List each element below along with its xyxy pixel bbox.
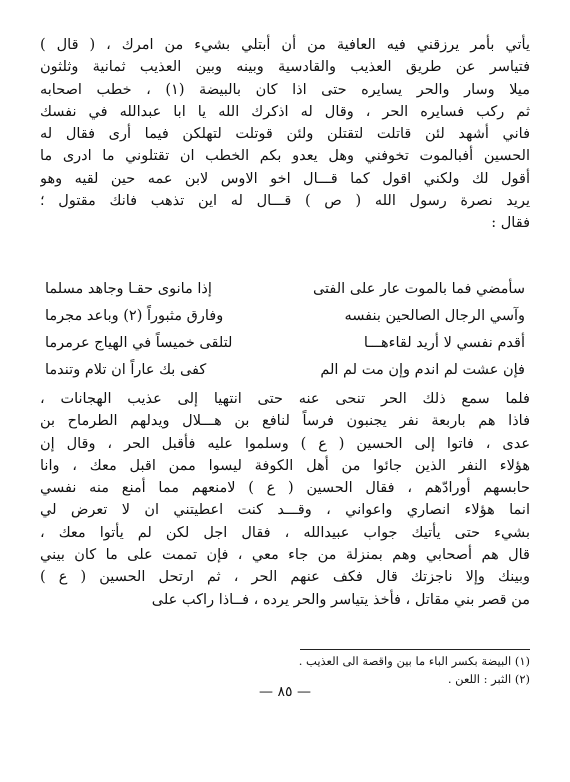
verse-line [40, 330, 530, 357]
verse-first-hemistich: وآسي الرجال الصالحين بنفسه [344, 308, 525, 324]
text-line: الحسين أفبالموت تخوفني وهل يعدو بكم الخطب ان تقتلوني ما ادرى ما [40, 148, 530, 165]
text-line: وبينك وإلا ناجزتك قال فكف عنهم الحر ، ثم ارتحل الحسين ( ع ) [40, 569, 530, 586]
verse-second-hemistich: وفارق مثبوراً (٢) وباعد مجرما [45, 308, 224, 324]
text-line: ميلا وسار والحر يسايره حتى اذا كان بالبيضة (١) ، خطب اصحابه [40, 81, 530, 98]
poem-verses [40, 276, 530, 384]
text-line: فلما سمع ذلك الحر تنحى عنه حتى انتهيا إلى عذيب الهجانات ، [40, 391, 530, 407]
text-line: قال هم أصحابي وهم بمنزلة من جاء معي ، فإن تممت على ما كان بيني [40, 547, 530, 564]
footnotes [40, 652, 530, 688]
text-line: انما هؤلاء انصاري واعواني ، وقـــد كنت اعطيتني ان لا تعرض لي [40, 502, 530, 519]
verse-first-hemistich: فإن عشت لم اندم وإن مت لم الم [320, 362, 525, 378]
verse-line [40, 357, 530, 384]
verse-second-hemistich: لتلقى خميساً في الهياج عرمرما [45, 335, 233, 351]
text-line: فاذا هم باربعة نفر يجنبون فرساً لنافع بن هـــلال ويدلهم الطرماح بن [40, 413, 530, 430]
text-line: فاني أشهد لئن قاتلت لتقتلن ولئن قوتلت لتهلكن فيما أرى فقال له [40, 126, 530, 143]
paragraph-2 [40, 388, 530, 611]
text-line: فتياسر عن طريق العذيب والقادسية وبينه وبين العذيب ثمانية وثلثون [40, 59, 530, 76]
text-line: أقول لك ولكني اقول كما قـــال اخو الاوس لابن عمه حين لقيه وهو [40, 170, 530, 187]
text-line: هؤلاء النفر الذين جائوا من أهل الكوفة ليسوا ممن اقبل معك ، وانا [40, 457, 530, 474]
verse-line [40, 276, 530, 303]
page-number: — ٨٥ — [259, 684, 311, 700]
verse-second-hemistich: إذا مانوى حقـا وجاهد مسلما [45, 281, 212, 297]
footnote-separator [300, 649, 530, 650]
text-line: يأتي بأمر يرزقني فيه العافية من أن أبتلي بشيء من امرك ، ( قال ) [40, 37, 530, 53]
text-line: بشيء حتى يأتيك جواب عبيدالله ، فقال اجل لكن لم يأتوا معك ، [40, 524, 530, 541]
text-line: يريد نصرة رسول الله ( ص ) قـــال له اين تذهب فانك مقتول ؛ [40, 193, 530, 210]
verse-first-hemistich: سأمضي فما بالموت عار على الفتى [312, 281, 525, 297]
verse-second-hemistich: كفى بك عاراً ان تلام وتندما [45, 362, 207, 378]
text-line: من قصر بني مقاتل ، فأخذ يتياسر والحر يرده ، فــاذا راكب على [151, 591, 530, 608]
text-line: ثم ركب فسايره الحر ، وقال له اذكرك الله يا ابا عبدالله في نفسك [40, 103, 530, 120]
text-line: عدى ، فاتوا إلى الحسين ( ع ) وسلموا عليه فأقبل الحر ، وقال إن [40, 435, 530, 452]
footnote: (١) البيضة بكسر الباء ما بين واقصة الى العذيب . [298, 654, 530, 668]
paragraph-1 [40, 34, 530, 235]
text-line: حابسهم أورادّهم ، فقال الحسين ( ع ) لامنعهم مما أمنع منه نفسي [40, 480, 530, 497]
footnote: (٢) الثبر : اللعن . [447, 672, 530, 686]
text-line: فقال : [491, 215, 530, 232]
verse-first-hemistich: أقدم نفسي لا أريد لقاءهـــا [363, 335, 525, 351]
verse-line [40, 303, 530, 330]
